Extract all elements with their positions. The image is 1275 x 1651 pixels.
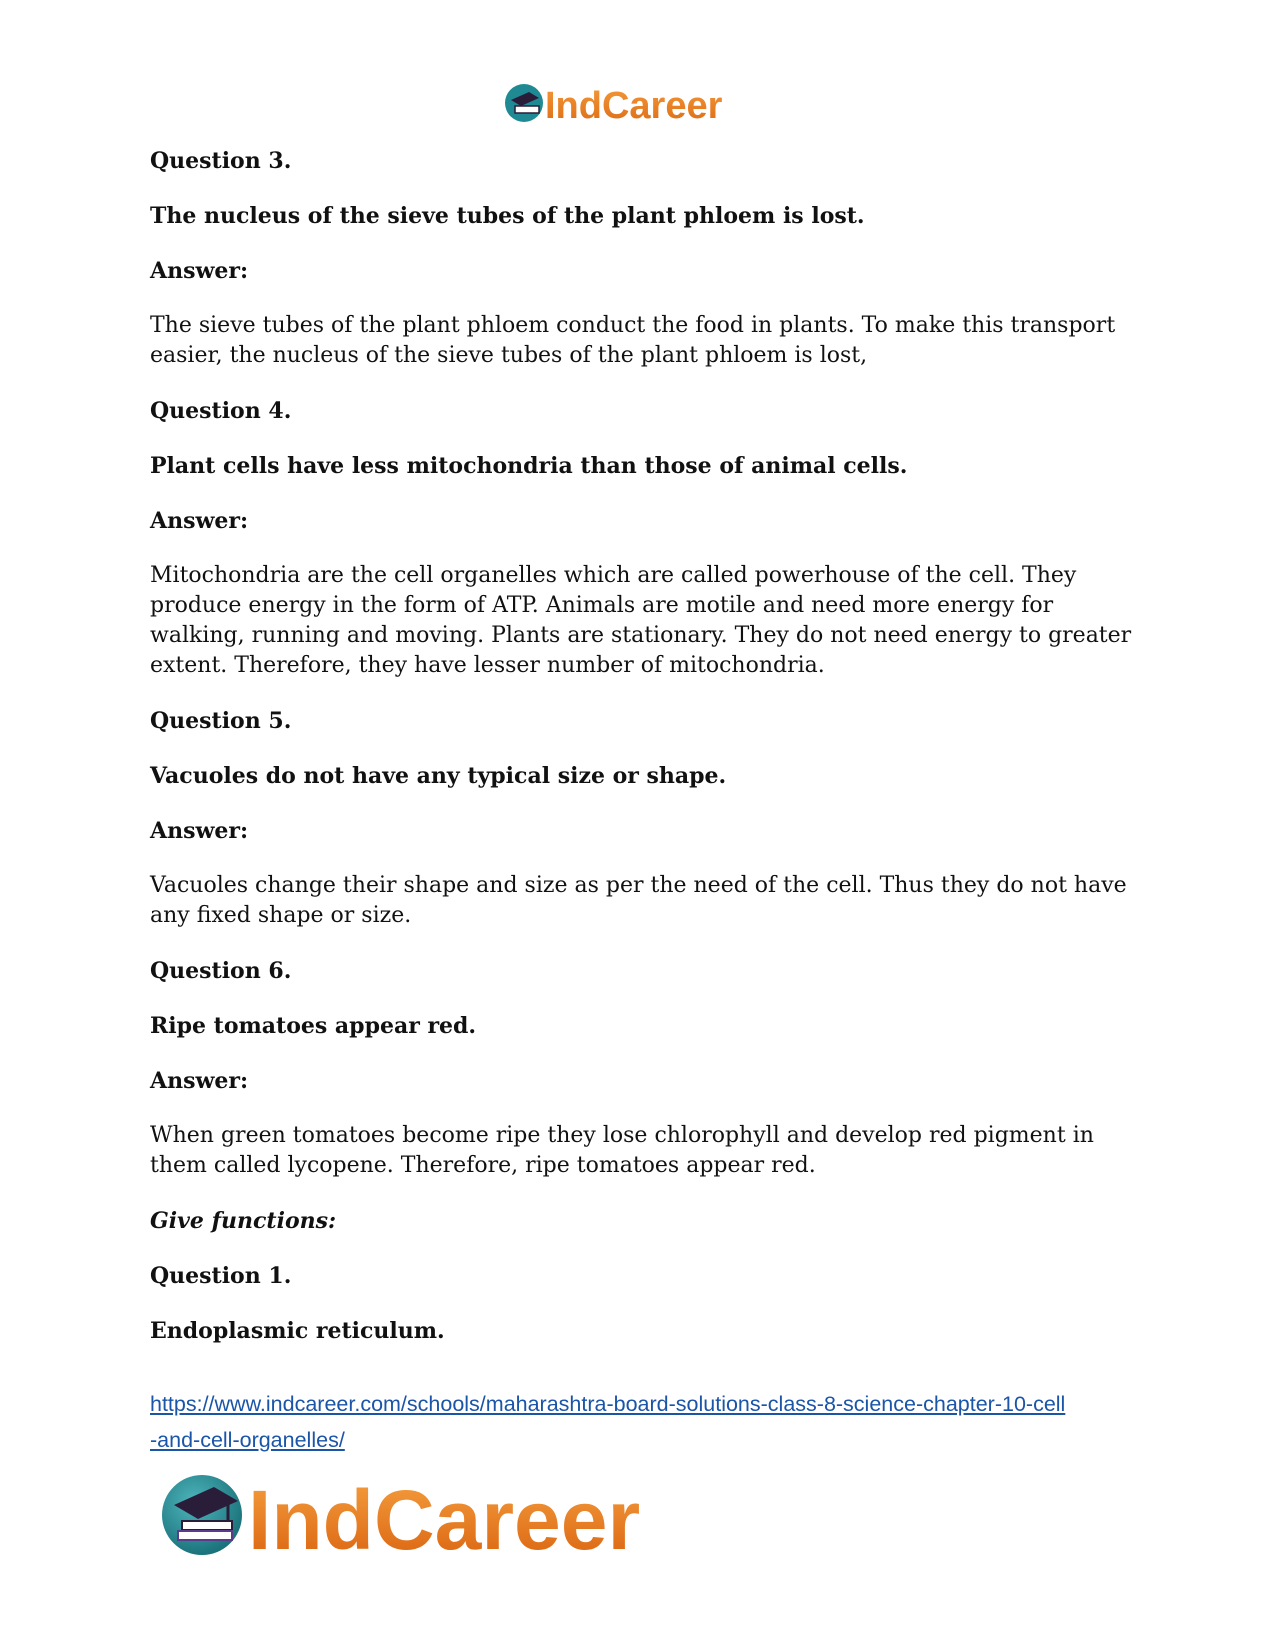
question-label: Question 5.: [150, 708, 292, 734]
answer-label: Answer:: [150, 1068, 249, 1094]
question-text: Endoplasmic reticulum.: [150, 1318, 445, 1344]
question-label: Question 6.: [150, 958, 292, 984]
answer-text: The sieve tubes of the plant phloem conduct the food in plants. To make this transport easier, the nucleus of the sieve tubes of the plant phloem is lost,: [150, 313, 1116, 368]
answer-label: Answer:: [150, 258, 249, 284]
question-text: Plant cells have less mitochondria than those of animal cells.: [150, 453, 908, 479]
answer-label: Answer:: [150, 818, 249, 844]
document-body: [150, 146, 1150, 1371]
question-label: Question 4.: [150, 398, 292, 424]
logo-wordmark: IndCareer: [248, 1473, 641, 1565]
question-text: Ripe tomatoes appear red.: [150, 1013, 477, 1039]
answer-text: Vacuoles change their shape and size as per the need of the cell. Thus they do not have any fixed shape or size.: [150, 873, 1127, 928]
source-url-line-1[interactable]: https://www.indcareer.com/schools/maharashtra-board-solutions-class-8-science-chapter-10-cell: [150, 1392, 1066, 1416]
answer-text: When green tomatoes become ripe they lose chlorophyll and develop red pigment in them called lycopene. Therefore, ripe tomatoes appear red.: [150, 1123, 1094, 1178]
indcareer-logo-top: [503, 80, 773, 126]
answer-label: Answer:: [150, 508, 249, 534]
source-url-line-2[interactable]: -and-cell-organelles/: [150, 1428, 345, 1452]
question-label: Question 3.: [150, 148, 292, 174]
question-text: The nucleus of the sieve tubes of the plant phloem is lost.: [150, 203, 865, 229]
question-text: Vacuoles do not have any typical size or shape.: [150, 763, 727, 789]
source-url-link[interactable]: [150, 1386, 1150, 1458]
question-label: Question 1.: [150, 1263, 292, 1289]
indcareer-logo-bottom: [160, 1465, 700, 1565]
answer-text: Mitochondria are the cell organelles which are called powerhouse of the cell. They produce energy in the form of ATP. Animals are motile and need more energy for walking, running and moving. Plants are stationary. They do not need energy to greater extent. Therefore, they have lesser number of mitochondria.: [150, 563, 1132, 678]
section-title: Give functions:: [150, 1208, 337, 1234]
logo-wordmark: IndCareer: [545, 85, 723, 126]
